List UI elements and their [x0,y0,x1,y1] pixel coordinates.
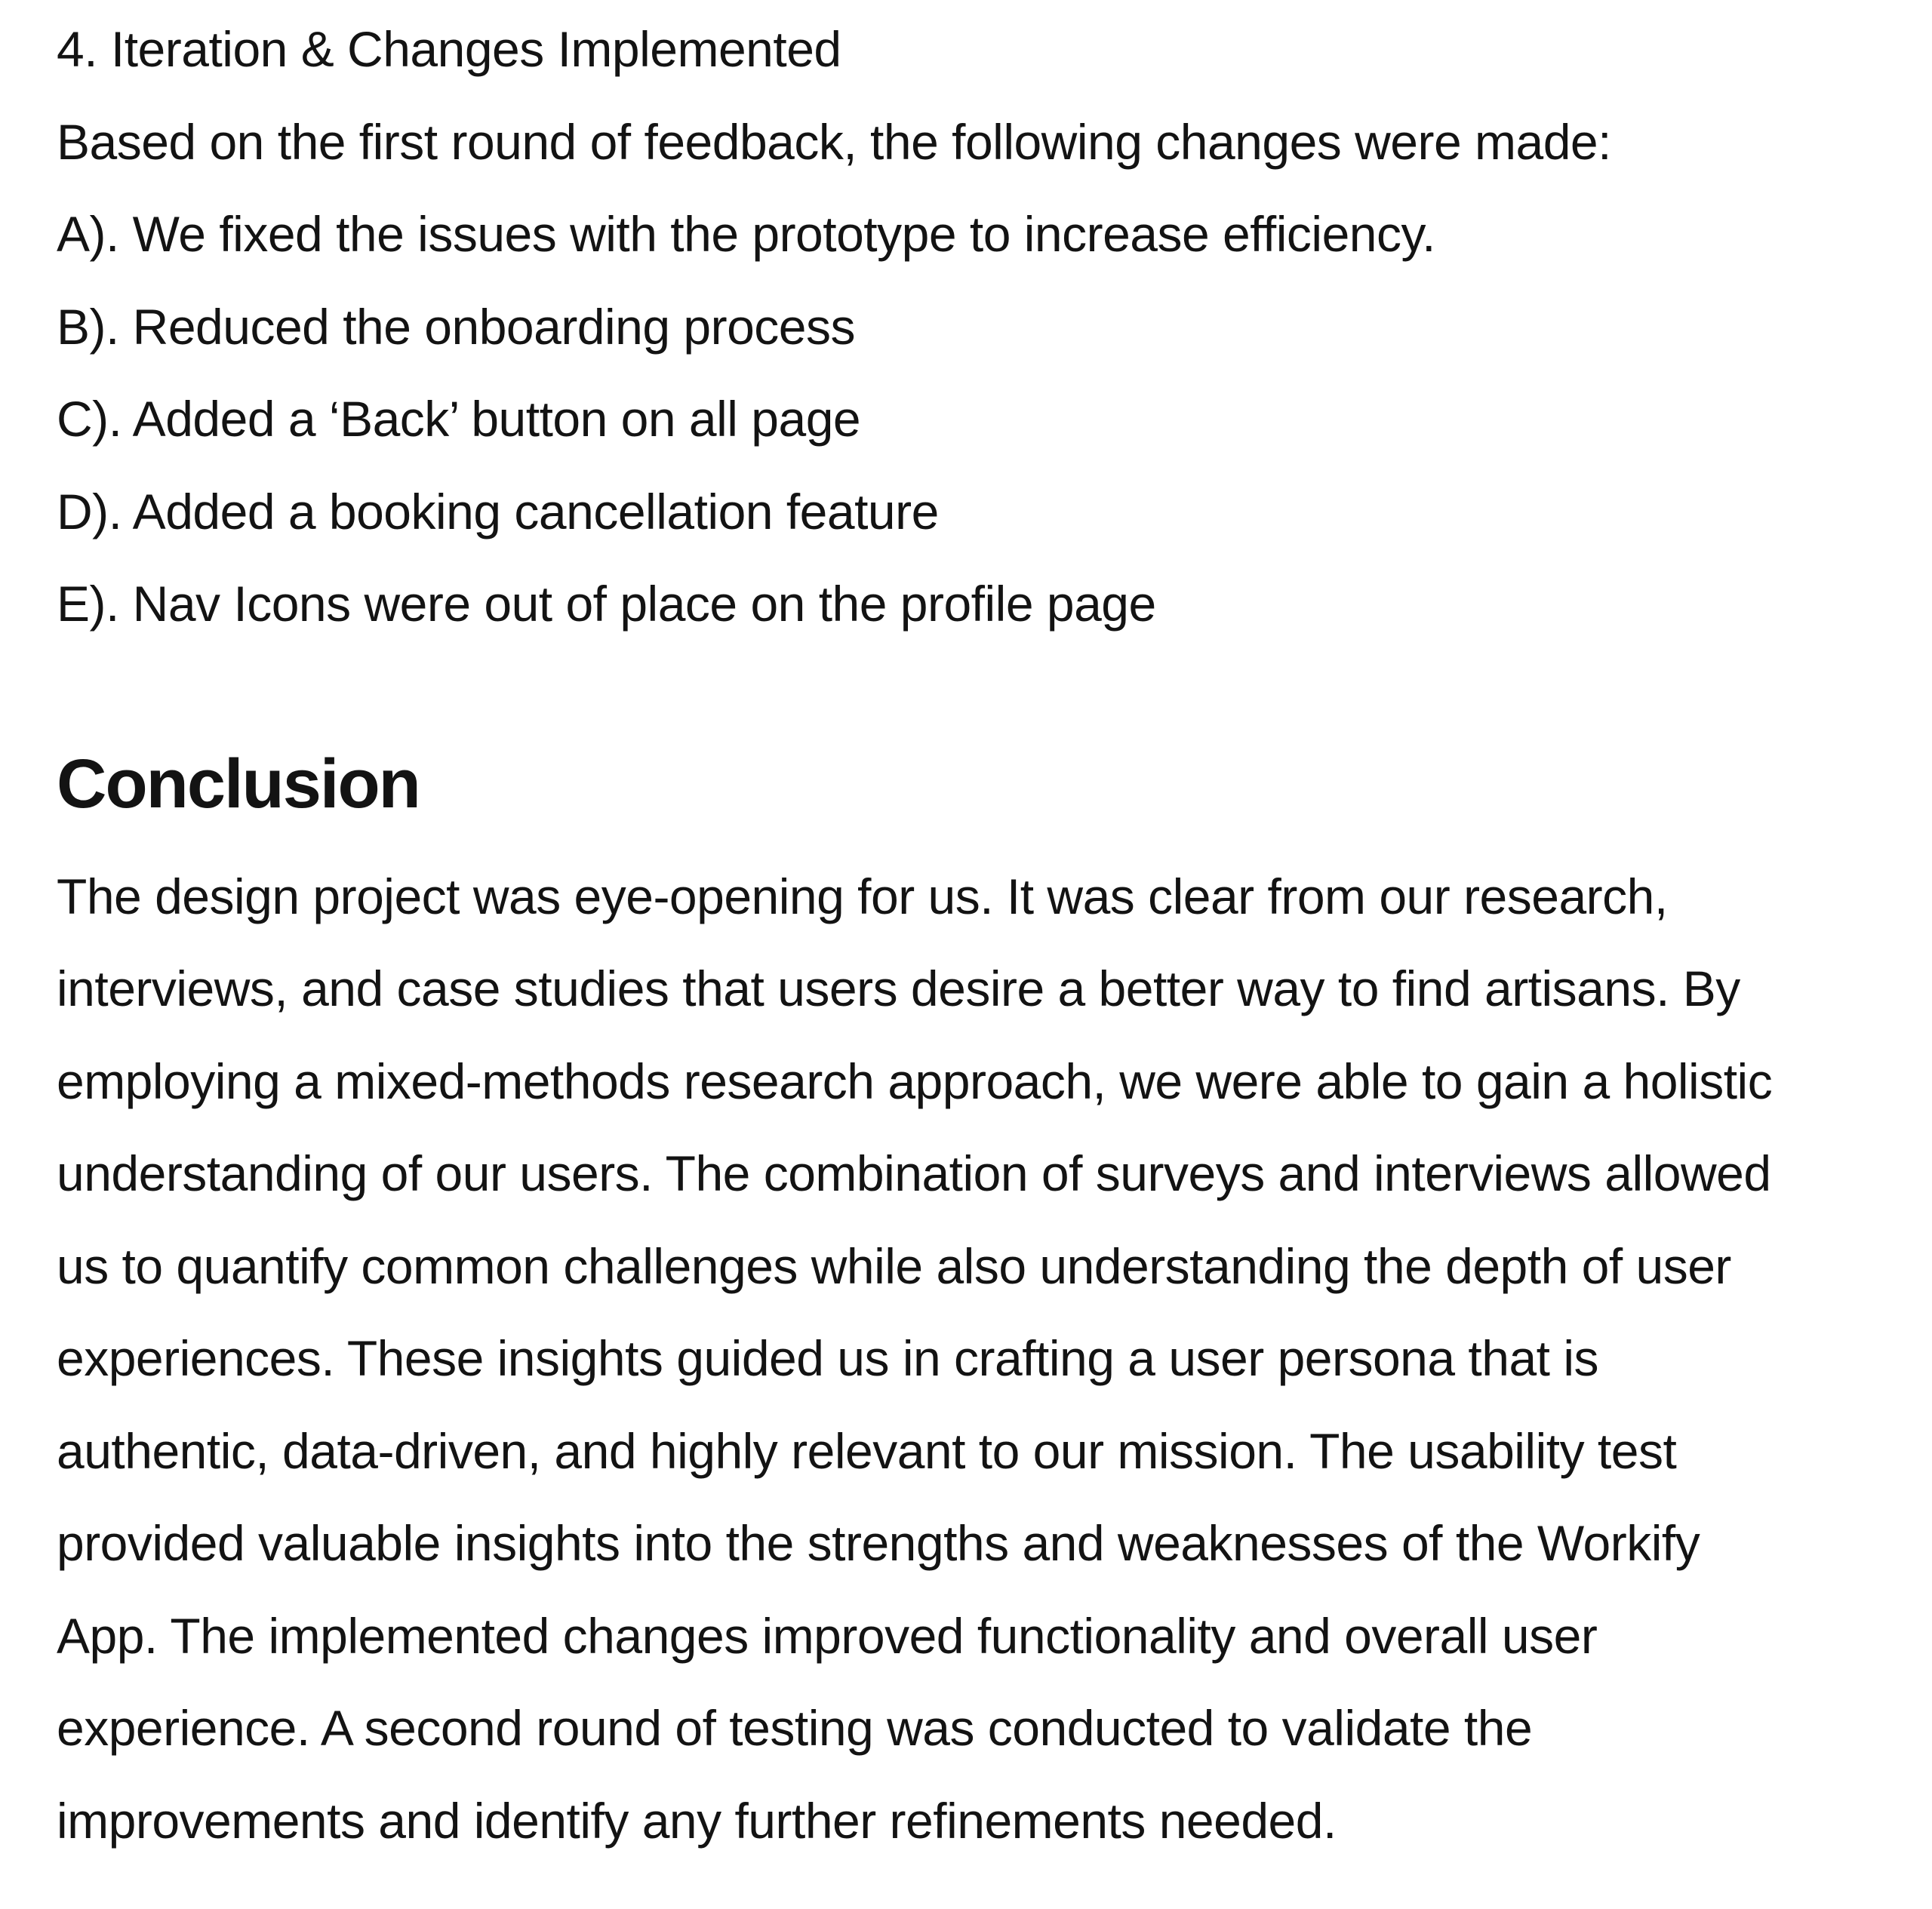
conclusion-paragraph [57,850,1902,1868]
conclusion-paragraph-line: The design project was eye-opening for us. It was clear from our research, [57,868,1668,924]
conclusion-paragraph-line: experiences. These insights guided us in crafting a user persona that is [57,1330,1598,1386]
iteration-intro-text: Based on the first round of feedback, the following changes were made: [57,113,1611,170]
conclusion-paragraph-line: interviews, and case studies that users desire a better way to find artisans. By [57,961,1740,1016]
conclusion-paragraph-line: provided valuable insights into the strengths and weaknesses of the Workify [57,1515,1700,1571]
conclusion-heading: Conclusion [57,745,420,822]
conclusion-paragraph-line: understanding of our users. The combination of surveys and interviews allowed [57,1145,1771,1201]
iteration-change-item: D). Added a booking cancellation feature [57,483,939,540]
conclusion-paragraph-line: us to quantify common challenges while also understanding the depth of user [57,1237,1731,1294]
iteration-change-item: C). Added a ‘Back’ button on all page [57,391,861,447]
iteration-change-item: A). We fixed the issues with the prototype to increase efficiency. [57,206,1435,262]
iteration-changes-list [57,188,1902,650]
conclusion-paragraph-line: experience. A second round of testing was conducted to validate the [57,1700,1533,1756]
iteration-section-heading: 4. Iteration & Changes Implemented [57,21,841,77]
conclusion-paragraph-line: employing a mixed-methods research approach, we were able to gain a holistic [57,1053,1773,1109]
iteration-change-item: B). Reduced the onboarding process [57,298,856,355]
conclusion-paragraph-line: authentic, data-driven, and highly relevant to our mission. The usability test [57,1422,1677,1479]
conclusion-paragraph-line: improvements and identify any further refinements needed. [57,1792,1337,1849]
iteration-change-item: E). Nav Icons were out of place on the profile page [57,576,1156,632]
conclusion-paragraph-line: App. The implemented changes improved functionality and overall user [57,1607,1598,1664]
